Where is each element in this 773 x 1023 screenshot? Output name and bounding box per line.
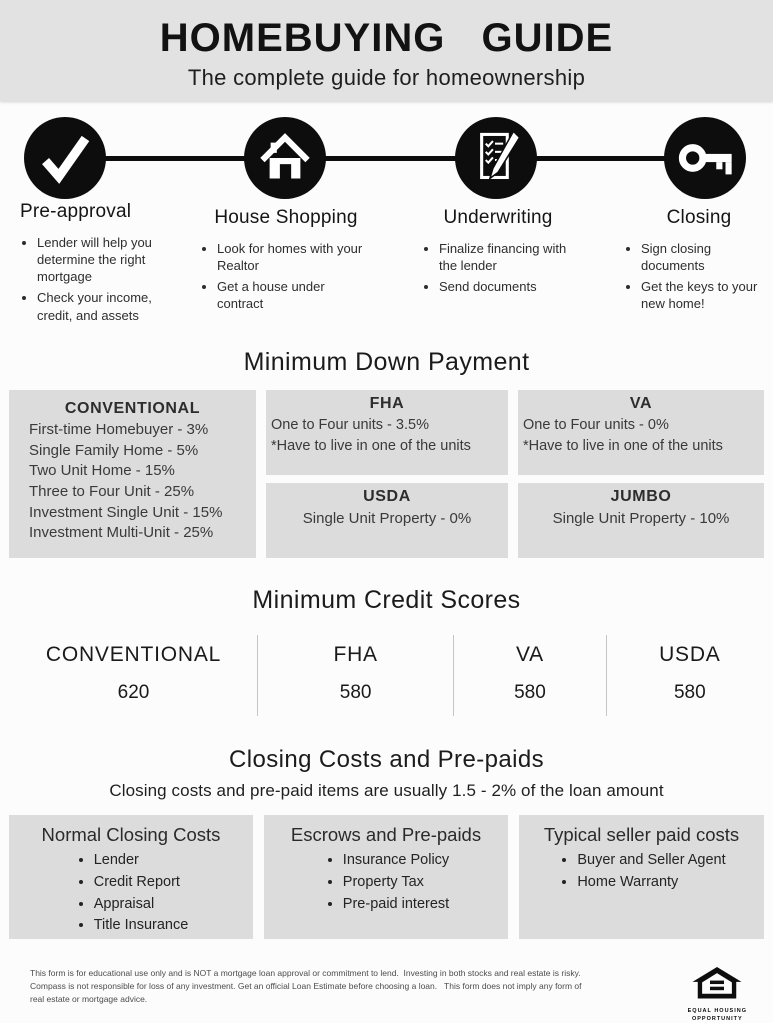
- closing-costs-title: Closing Costs and Pre-paids: [229, 746, 544, 773]
- timeline-section: [0, 101, 773, 336]
- box-bullets: [323, 850, 449, 915]
- step-bullets: [20, 234, 188, 324]
- credit-scores-row: [0, 635, 773, 716]
- closing-costs-box-escrows: [264, 815, 508, 939]
- box-line: First-time Homebuyer - 3%: [29, 421, 209, 438]
- step-title: Underwriting: [443, 207, 553, 228]
- box-line: Investment Multi-Unit - 25%: [29, 524, 214, 542]
- page-title: HOMEBUYING GUIDE: [159, 16, 614, 60]
- bullet-item: • Check your income, credit, and assets: [37, 289, 188, 323]
- equal-housing-house-icon: [689, 989, 745, 1006]
- bullet-item: • Home Warranty: [577, 872, 725, 894]
- bullet-item: • Look for homes with your Realtor: [217, 240, 372, 274]
- closing-costs-box-seller-paid: [519, 815, 764, 939]
- box-heading: FHA: [369, 395, 405, 412]
- box-heading: USDA: [363, 488, 411, 505]
- down-payment-box-usda: [266, 483, 508, 558]
- credit-score-value: 580: [514, 682, 546, 703]
- down-payment-section: [0, 348, 773, 558]
- closing-costs-subtitle: Closing costs and pre-paid items are usually 1.5 - 2% of the loan amount: [109, 781, 664, 800]
- equal-housing-label-line2: OPPORTUNITY: [691, 1016, 743, 1023]
- closing-costs-section: [0, 746, 773, 939]
- box-line: Single Unit Property - 10%: [552, 510, 730, 527]
- bullet-item: • Buyer and Seller Agent: [577, 850, 725, 872]
- box-line: *Have to live in one of the units: [271, 437, 471, 454]
- disclaimer-text: [30, 967, 630, 1007]
- disclaimer-line: This form is for educational use only and is NOT a mortgage loan approval or commitment to lend. Investing in both stocks and real estate is risky.: [30, 968, 581, 978]
- bullet-item: • Insurance Policy: [343, 850, 449, 872]
- bullet-item: • Title Insurance: [94, 915, 189, 937]
- credit-score-label: VA: [515, 643, 544, 666]
- bullet-item: • Send documents: [439, 278, 574, 295]
- credit-scores-title: Minimum Credit Scores: [252, 586, 521, 614]
- box-line: Three to Four Unit - 25%: [29, 483, 195, 501]
- credit-score-fha: [258, 635, 454, 716]
- timeline-line: [62, 156, 710, 161]
- closing-costs-box-normal: [9, 815, 253, 939]
- step-title: Pre-approval: [20, 201, 132, 222]
- box-line: Single Family Home - 5%: [29, 441, 199, 459]
- bullet-item: • Property Tax: [343, 872, 449, 894]
- box-line: Two Unit Home - 15%: [29, 462, 175, 480]
- step-title: House Shopping: [214, 207, 358, 228]
- credit-score-label: FHA: [333, 643, 378, 666]
- document-pencil-icon: [455, 117, 537, 199]
- credit-score-usda: [607, 635, 773, 716]
- box-line: *Have to live in one of the units: [523, 437, 723, 454]
- key-icon: [664, 117, 746, 199]
- step-bullets: [200, 240, 372, 313]
- bullet-item: • Get the keys to your new home!: [641, 278, 773, 312]
- box-bullets: [74, 850, 189, 937]
- bullet-item: • Lender: [94, 850, 189, 872]
- page-subtitle: The complete guide for homeownership: [187, 65, 586, 90]
- credit-score-value: 620: [117, 682, 150, 703]
- bullet-item: • Finalize financing with the lender: [439, 240, 574, 274]
- box-line: Investment Single Unit - 15%: [29, 503, 223, 521]
- checkmark-icon: [24, 117, 106, 199]
- bullet-item: • Get a house under contract: [217, 278, 372, 312]
- down-payment-box-va: [518, 390, 764, 475]
- disclaimer-line: real estate or mortgage advice.: [30, 994, 148, 1005]
- down-payment-title: Minimum Down Payment: [243, 348, 530, 376]
- credit-score-label: CONVENTIONAL: [45, 643, 222, 666]
- box-line: Single Unit Property - 0%: [302, 510, 472, 527]
- box-heading: Typical seller paid costs: [543, 824, 740, 845]
- house-icon: [244, 117, 326, 199]
- timeline-step-preapproval: [20, 201, 188, 328]
- box-heading: Normal Closing Costs: [41, 824, 221, 845]
- timeline-step-house-shopping: [200, 207, 372, 317]
- step-bullets: [624, 240, 773, 313]
- timeline-step-underwriting: [422, 207, 574, 299]
- equal-housing-logo: [688, 967, 747, 1023]
- bullet-item: • Lender will help you determine the right mortgage: [37, 234, 188, 285]
- down-payment-grid: [9, 390, 764, 558]
- box-line: One to Four units - 3.5%: [271, 417, 429, 433]
- credit-score-value: 580: [673, 682, 706, 703]
- down-payment-box-jumbo: [518, 483, 764, 558]
- credit-score-conventional: [10, 635, 258, 716]
- disclaimer-line: Compass is not responsible for loss of any investment. Get an official Loan Estimate before choosing a loan. This form does not imply any form of: [30, 981, 582, 992]
- box-heading: JUMBO: [610, 488, 672, 505]
- header: [0, 0, 773, 101]
- timeline-step-closing: [624, 207, 773, 317]
- box-heading: VA: [629, 395, 653, 412]
- credit-score-value: 580: [339, 682, 372, 703]
- box-line: One to Four units - 0%: [523, 417, 669, 433]
- bullet-item: • Appraisal: [94, 894, 189, 916]
- credit-score-label: USDA: [659, 643, 721, 666]
- box-heading: CONVENTIONAL: [64, 400, 201, 417]
- bullet-item: • Pre-paid interest: [343, 894, 449, 916]
- step-title: Closing: [666, 207, 732, 228]
- footer: [0, 967, 773, 1023]
- bullet-item: • Sign closing documents: [641, 240, 773, 274]
- down-payment-box-conventional: [9, 390, 256, 558]
- closing-costs-grid: [9, 815, 764, 939]
- equal-housing-label-line1: EQUAL HOUSING: [687, 1008, 747, 1014]
- step-bullets: [422, 240, 574, 295]
- credit-score-va: [454, 635, 606, 716]
- bullet-item: • Credit Report: [94, 872, 189, 894]
- box-heading: Escrows and Pre-paids: [290, 824, 482, 845]
- credit-scores-section: [0, 586, 773, 716]
- down-payment-box-fha: [266, 390, 508, 475]
- box-bullets: [557, 850, 725, 894]
